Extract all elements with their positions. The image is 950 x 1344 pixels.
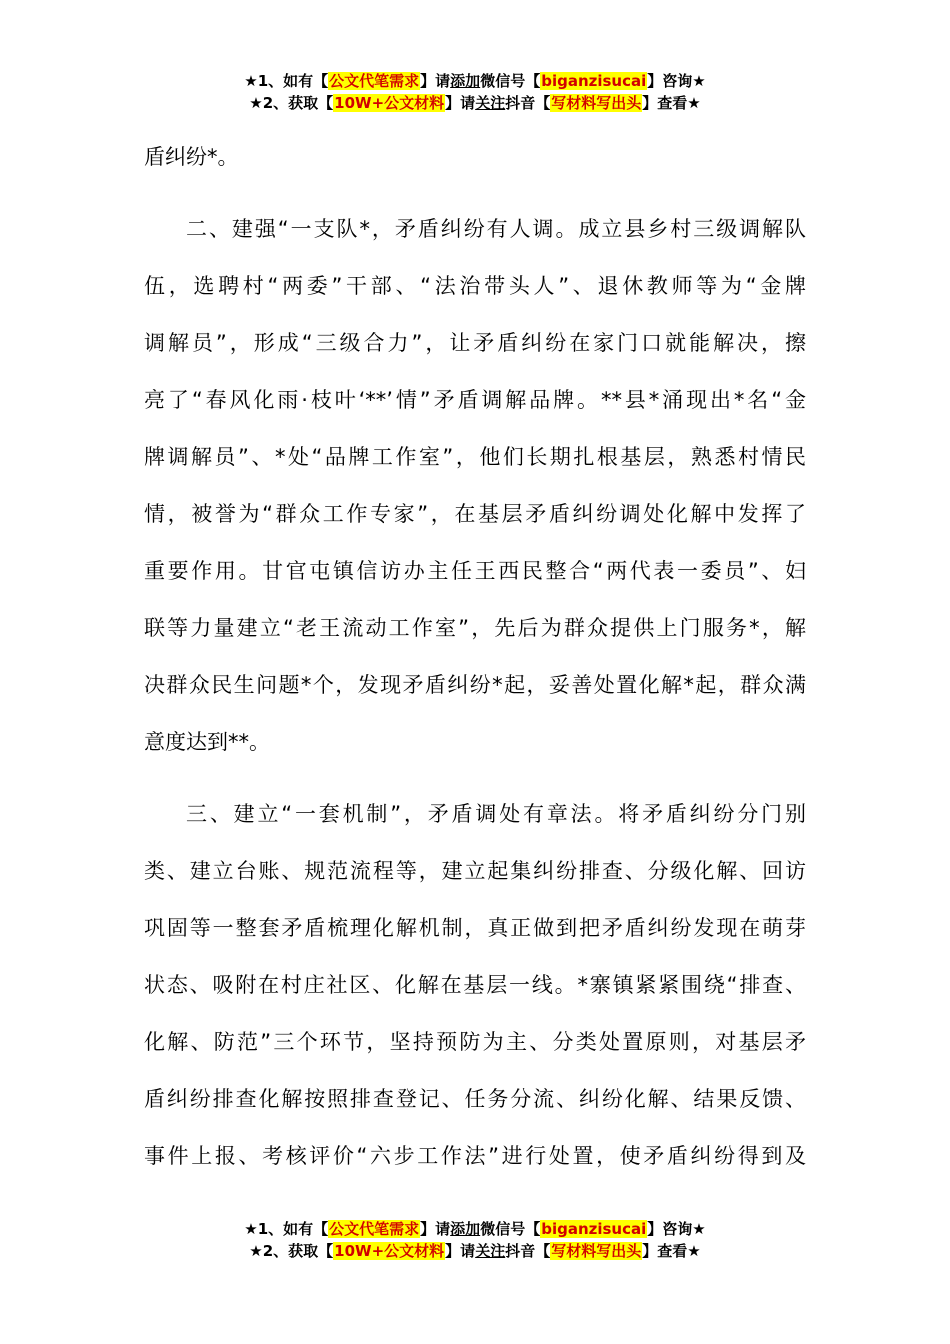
- star-icon: ★: [692, 72, 706, 90]
- text-line: 牌调解员”、*处“品牌工作室”，他们长期扎根基层，熟悉村情民: [144, 445, 806, 469]
- text-line: 事件上报、考核评价“六步工作法”进行处置，使矛盾纠纷得到及: [144, 1144, 806, 1168]
- banner-text: 】查看: [642, 1242, 688, 1260]
- banner-text: 】咨询: [647, 72, 693, 90]
- banner-text: 】咨询: [647, 1220, 693, 1238]
- star-icon: ★: [687, 94, 701, 112]
- underlined-text: 关注: [475, 94, 506, 112]
- text-line: 决群众民生问题*个，发现矛盾纠纷*起，妥善处置化解*起，群众满: [144, 673, 806, 697]
- document-body: [144, 129, 806, 1185]
- text-line: 类、建立台账、规范流程等，建立起集纠纷排查、分级化解、回访: [144, 859, 806, 883]
- highlight-douyin: 写材料写出头: [551, 1242, 642, 1260]
- highlight-service: 公文代笔需求: [329, 1220, 420, 1238]
- underlined-text: 添加: [450, 1220, 481, 1238]
- banner-line-2: [0, 1240, 950, 1262]
- banner-text: 】请: [445, 94, 476, 112]
- text-line: 伍，选聘村“两委”干部、“法治带头人”、退休教师等为“金牌: [144, 274, 806, 298]
- text-line: 亮了“春风化雨·枝叶‘**’情”矛盾调解品牌。**县*涌现出*名“金: [144, 388, 806, 412]
- text-line: 重要作用。甘官屯镇信访办主任王西民整合“两代表一委员”、妇: [144, 559, 806, 583]
- underlined-text: 关注: [475, 1242, 506, 1260]
- header-banner: [0, 70, 950, 114]
- text-line: 三、建立“一套机制”，矛盾调处有章法。将矛盾纠纷分门别: [186, 802, 806, 826]
- text-line: 状态、吸附在村庄社区、化解在基层一线。*寨镇紧紧围绕“排查、: [144, 973, 806, 997]
- highlight-materials: 10W+公文材料: [334, 94, 445, 112]
- banner-text: 微信号【: [480, 1220, 541, 1238]
- banner-line-1: [0, 1218, 950, 1240]
- highlight-wechat-id: biganzisucai: [541, 72, 647, 90]
- banner-line-1: [0, 70, 950, 92]
- banner-text: 2、获取【: [262, 1242, 334, 1260]
- star-icon: ★: [692, 1220, 706, 1238]
- text-line: 盾纠纷排查化解按照排查登记、任务分流、纠纷化解、结果反馈、: [144, 1087, 806, 1111]
- star-icon: ★: [244, 72, 258, 90]
- text-line: 调解员”，形成“三级合力”，让矛盾纠纷在家门口就能解决，擦: [144, 331, 806, 355]
- text-line: 化解、防范”三个环节，坚持预防为主、分类处置原则，对基层矛: [144, 1030, 806, 1054]
- text-line: 情，被誉为“群众工作专家”，在基层矛盾纠纷调处化解中发挥了: [144, 502, 806, 526]
- highlight-service: 公文代笔需求: [329, 72, 420, 90]
- banner-line-2: [0, 92, 950, 114]
- banner-text: 微信号【: [480, 72, 541, 90]
- star-icon: ★: [687, 1242, 701, 1260]
- text-line: 巩固等一整套矛盾梳理化解机制，真正做到把矛盾纠纷发现在萌芽: [144, 916, 806, 940]
- banner-text: 1、如有【: [257, 72, 329, 90]
- text-line: 二、建强“一支队*，矛盾纠纷有人调。成立县乡村三级调解队: [186, 217, 806, 241]
- highlight-douyin: 写材料写出头: [551, 94, 642, 112]
- underlined-text: 添加: [450, 72, 481, 90]
- banner-text: 】请: [445, 1242, 476, 1260]
- footer-banner: [0, 1218, 950, 1262]
- banner-text: 抖音【: [505, 94, 551, 112]
- banner-text: 抖音【: [505, 1242, 551, 1260]
- banner-text: 2、获取【: [262, 94, 334, 112]
- star-icon: ★: [249, 1242, 263, 1260]
- text-line: 盾纠纷*。: [144, 145, 239, 169]
- star-icon: ★: [249, 94, 263, 112]
- text-line: 联等力量建立“老王流动工作室”，先后为群众提供上门服务*，解: [144, 616, 806, 640]
- banner-text: 】请: [420, 1220, 451, 1238]
- banner-text: 1、如有【: [257, 1220, 329, 1238]
- star-icon: ★: [244, 1220, 258, 1238]
- text-line: 意度达到**。: [144, 730, 270, 754]
- banner-text: 】查看: [642, 94, 688, 112]
- highlight-wechat-id: biganzisucai: [541, 1220, 647, 1238]
- banner-text: 】请: [420, 72, 451, 90]
- highlight-materials: 10W+公文材料: [334, 1242, 445, 1260]
